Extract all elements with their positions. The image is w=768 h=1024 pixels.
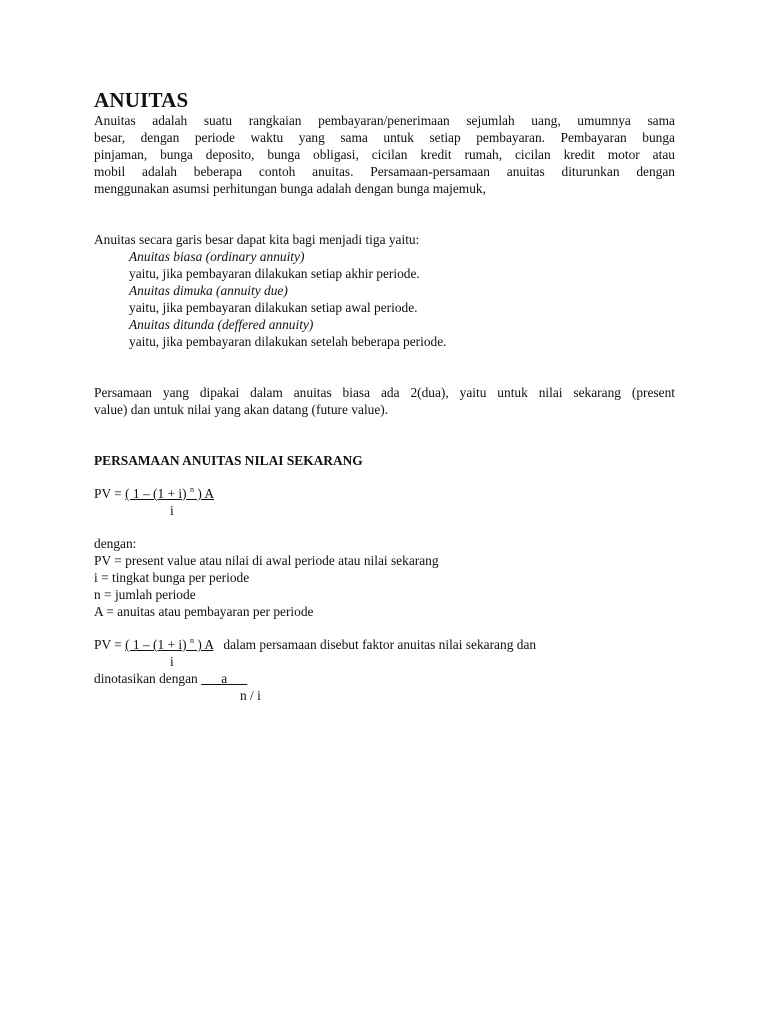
equations-line: Persamaan yang dipakai dalam anuitas biasa ada 2(dua), yaitu untuk nilai sekarang (present	[94, 385, 675, 400]
formula-lhs: PV =	[94, 486, 126, 501]
formula-numerator-post: ) A	[193, 486, 215, 501]
formula-numerator	[125, 637, 213, 652]
notation-prefix: dinotasikan dengan	[94, 671, 202, 686]
definitions-label: dengan:	[94, 536, 137, 551]
definition-item: i = tingkat bunga per periode	[94, 570, 250, 585]
formula-exponent: n	[189, 485, 194, 494]
pv-formula-denominator-row	[94, 502, 675, 519]
formula-denominator: i	[170, 503, 174, 518]
document-page	[94, 88, 675, 704]
definition-item: n = jumlah periode	[94, 587, 196, 602]
formula-numerator-pre: ( 1 – (1 + i)	[125, 486, 187, 501]
type-desc: yaitu, jika pembayaran dilakukan setiap awal periode.	[129, 300, 418, 315]
notation-numerator-text: a	[221, 671, 228, 686]
notation-denominator: n / i	[240, 688, 261, 703]
pv-formula-repeat-denominator-row	[94, 653, 675, 670]
intro-line: pinjaman, bunga deposito, bunga obligasi, cicilan kredit rumah, cicilan kredit motor atau	[94, 147, 675, 162]
intro-line: Anuitas adalah suatu rangkaian pembayaran/penerimaan sejumlah uang, umumnya sama	[94, 113, 675, 128]
document-title: ANUITAS	[94, 88, 189, 112]
intro-line: menggunakan asumsi perhitungan bunga adalah dengan bunga majemuk,	[94, 181, 486, 196]
formula-numerator-pre: ( 1 – (1 + i)	[125, 637, 187, 652]
pv-formula-repeat	[94, 636, 675, 653]
intro-line: mobil adalah beberapa contoh anuitas. Persamaan-persamaan anuitas diturunkan dengan	[94, 164, 675, 179]
intro-line: besar, dengan periode waktu yang sama untuk setiap pembayaran. Pembayaran bunga	[94, 130, 675, 145]
types-section	[94, 231, 675, 350]
intro-paragraph	[94, 112, 675, 197]
equations-paragraph	[94, 384, 675, 418]
formula-denominator: i	[170, 654, 174, 669]
type-name: Anuitas ditunda (deffered annuity)	[129, 317, 314, 332]
type-name: Anuitas dimuka (annuity due)	[129, 283, 288, 298]
type-desc: yaitu, jika pembayaran dilakukan setiap akhir periode.	[129, 266, 420, 281]
definitions-section	[94, 535, 675, 620]
notation-row	[94, 670, 675, 687]
types-intro: Anuitas secara garis besar dapat kita bagi menjadi tiga yaitu:	[94, 232, 420, 247]
formula-note: dalam persamaan disebut faktor anuitas nilai sekarang dan	[213, 637, 537, 652]
equations-line: value) dan untuk nilai yang akan datang (future value).	[94, 402, 389, 417]
type-desc: yaitu, jika pembayaran dilakukan setelah beberapa periode.	[129, 334, 447, 349]
notation-numerator	[201, 671, 247, 686]
notation-denominator-row	[94, 687, 675, 704]
definition-item: PV = present value atau nilai di awal periode atau nilai sekarang	[94, 553, 439, 568]
formula-numerator	[125, 486, 214, 501]
pv-formula	[94, 485, 675, 502]
formula-exponent: n	[189, 636, 194, 645]
definition-item: A = anuitas atau pembayaran per periode	[94, 604, 314, 619]
formula-numerator-post: ) A	[193, 637, 214, 652]
type-name: Anuitas biasa (ordinary annuity)	[129, 249, 305, 264]
formula-lhs: PV =	[94, 637, 126, 652]
section-heading: PERSAMAAN ANUITAS NILAI SEKARANG	[94, 453, 363, 468]
